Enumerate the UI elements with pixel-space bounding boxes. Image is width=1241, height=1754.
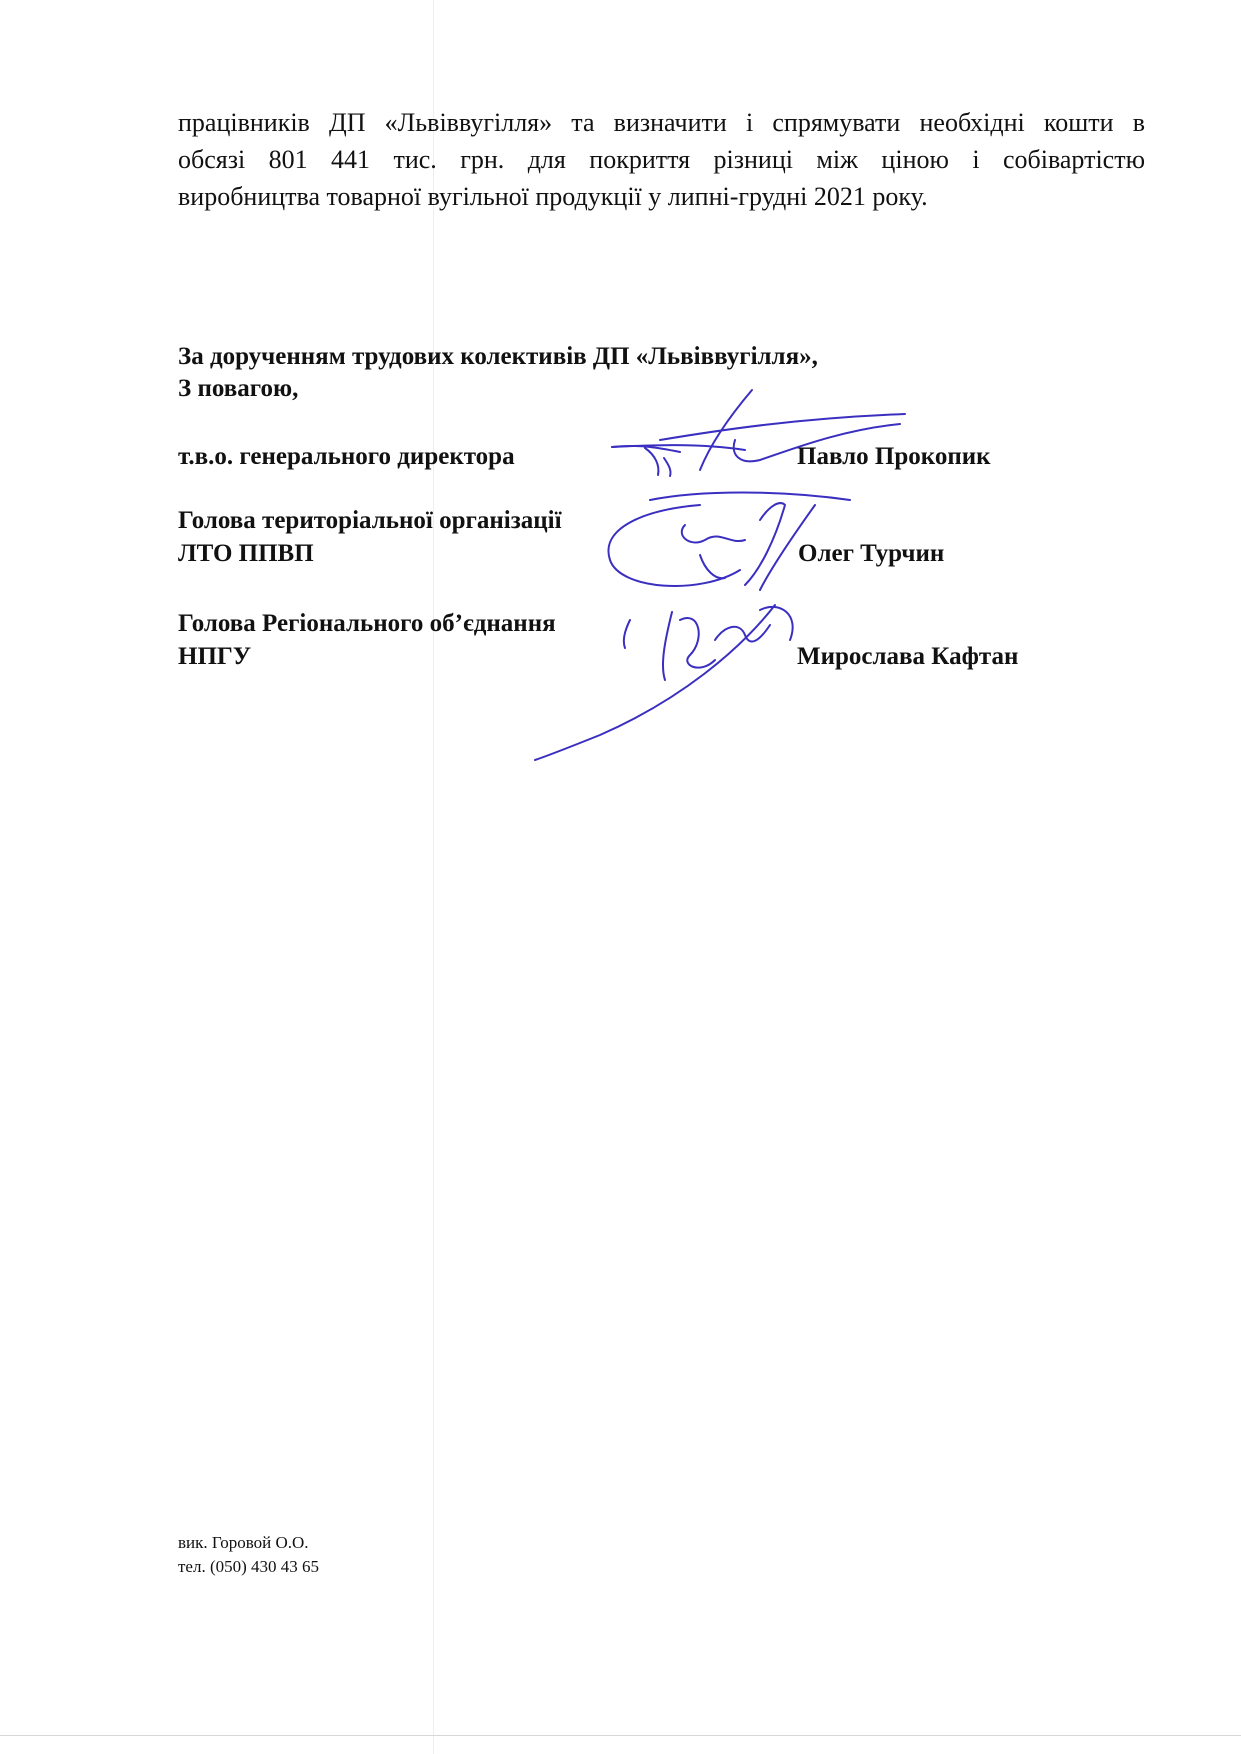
signatory-title: Голова Регіонального об’єднання	[178, 610, 556, 637]
body-line: обсязі 801 441 тис. грн. для покриття різниці між ціною і собівартістю	[178, 145, 1145, 174]
signatory-title: Голова територіальної організації	[178, 507, 562, 534]
body-line: виробництва товарної вугільної продукції у липні-грудні 2021 року.	[178, 182, 928, 211]
body-line: працівників ДП «Львіввугілля» та визначити і спрямувати необхідні кошти в	[178, 108, 1145, 137]
mandate-line: За дорученням трудових колективів ДП «Львіввугілля»,	[178, 343, 818, 370]
body-paragraph	[178, 104, 1145, 215]
executor-note: вик. Горовой О.О.	[178, 1533, 309, 1552]
signatory-title: т.в.о. генерального директора	[178, 443, 515, 470]
scan-bottom-edge	[0, 1735, 1241, 1736]
signature-regional	[535, 605, 793, 760]
signatory-name: Мирослава Кафтан	[797, 643, 1019, 670]
signatory-title-org: НПГУ	[178, 643, 252, 670]
signatory-name: Олег Турчин	[798, 540, 945, 567]
signatory-title-org: ЛТО ППВП	[178, 540, 314, 567]
phone-note: тел. (050) 430 43 65	[178, 1557, 320, 1576]
signatory-name: Павло Прокопик	[797, 443, 991, 470]
regards-line: З повагою,	[178, 375, 299, 402]
scan-fold-line	[433, 0, 434, 1754]
